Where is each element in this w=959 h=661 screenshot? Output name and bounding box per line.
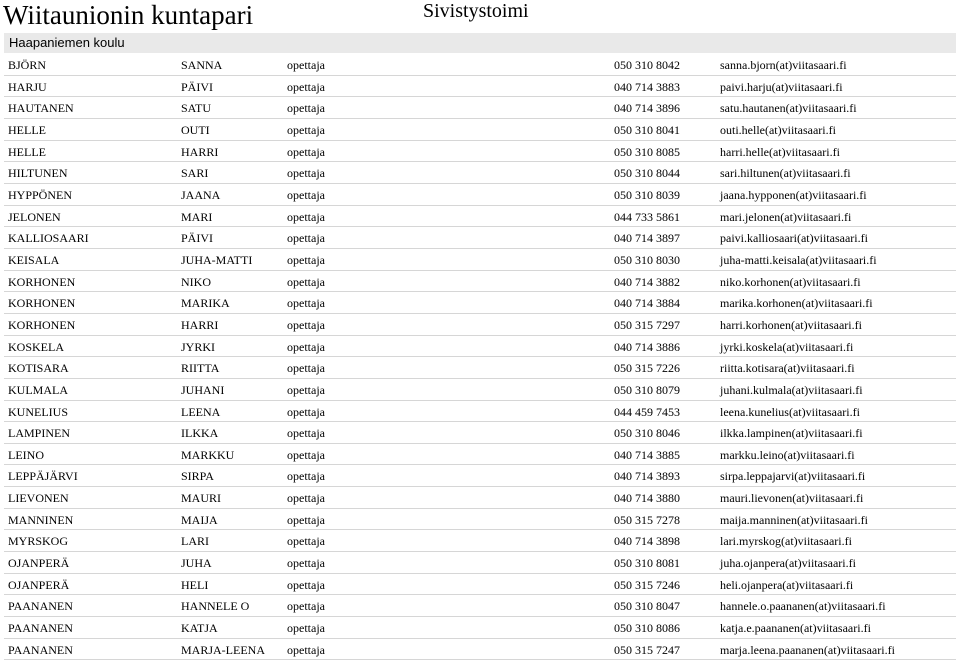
email-cell: niko.korhonen(at)viitasaari.fi xyxy=(720,274,861,289)
last-name-cell: HYPPÖNEN xyxy=(8,187,73,202)
table-row xyxy=(4,465,956,487)
table-row xyxy=(4,76,956,98)
table-row xyxy=(4,357,956,379)
email-cell: heli.ojanpera(at)viitasaari.fi xyxy=(720,577,854,592)
email-cell: hannele.o.paananen(at)viitasaari.fi xyxy=(720,599,886,614)
phone-cell: 050 315 7247 xyxy=(614,642,680,657)
email-cell: juhani.kulmala(at)viitasaari.fi xyxy=(720,382,863,397)
phone-cell: 040 714 3885 xyxy=(614,447,680,462)
email-cell: harri.helle(at)viitasaari.fi xyxy=(720,144,840,159)
last-name-cell: HELLE xyxy=(8,144,46,159)
last-name-cell: PAANANEN xyxy=(8,599,73,614)
first-name-cell: HELI xyxy=(181,577,209,592)
last-name-cell: KULMALA xyxy=(8,382,68,397)
phone-cell: 040 714 3898 xyxy=(614,534,680,549)
last-name-cell: KALLIOSAARI xyxy=(8,231,89,246)
first-name-cell: MARJA-LEENA xyxy=(181,642,265,657)
last-name-cell: KEISALA xyxy=(8,252,60,267)
table-row xyxy=(4,422,956,444)
last-name-cell: LIEVONEN xyxy=(8,491,69,506)
phone-cell: 050 310 8081 xyxy=(614,556,680,571)
phone-cell: 040 714 3896 xyxy=(614,101,680,116)
table-row xyxy=(4,336,956,358)
role-cell: opettaja xyxy=(287,339,325,354)
first-name-cell: JUHA xyxy=(181,556,212,571)
first-name-cell: SARI xyxy=(181,166,209,181)
last-name-cell: LAMPINEN xyxy=(8,426,70,441)
first-name-cell: SATU xyxy=(181,101,212,116)
table-row xyxy=(4,97,956,119)
role-cell: opettaja xyxy=(287,556,325,571)
table-row xyxy=(4,530,956,552)
email-cell: outi.helle(at)viitasaari.fi xyxy=(720,122,836,137)
last-name-cell: PAANANEN xyxy=(8,642,73,657)
role-cell: opettaja xyxy=(287,404,325,419)
role-cell: opettaja xyxy=(287,642,325,657)
table-row xyxy=(4,141,956,163)
first-name-cell: LEENA xyxy=(181,404,221,419)
table-row xyxy=(4,206,956,228)
last-name-cell: HILTUNEN xyxy=(8,166,68,181)
last-name-cell: JELONEN xyxy=(8,209,61,224)
first-name-cell: JAANA xyxy=(181,187,221,202)
phone-cell: 044 459 7453 xyxy=(614,404,680,419)
role-cell: opettaja xyxy=(287,382,325,397)
role-cell: opettaja xyxy=(287,296,325,311)
phone-cell: 050 310 8047 xyxy=(614,599,680,614)
last-name-cell: KUNELIUS xyxy=(8,404,68,419)
table-row xyxy=(4,379,956,401)
first-name-cell: NIKO xyxy=(181,274,211,289)
email-cell: harri.korhonen(at)viitasaari.fi xyxy=(720,317,862,332)
role-cell: opettaja xyxy=(287,534,325,549)
table-row xyxy=(4,509,956,531)
first-name-cell: JUHA-MATTI xyxy=(181,252,253,267)
phone-cell: 040 714 3883 xyxy=(614,79,680,94)
last-name-cell: KOSKELA xyxy=(8,339,64,354)
phone-cell: 040 714 3893 xyxy=(614,469,680,484)
table-row xyxy=(4,401,956,423)
table-row xyxy=(4,162,956,184)
table-row xyxy=(4,444,956,466)
phone-cell: 040 714 3880 xyxy=(614,491,680,506)
email-cell: marika.korhonen(at)viitasaari.fi xyxy=(720,296,873,311)
phone-cell: 044 733 5861 xyxy=(614,209,680,224)
last-name-cell: KORHONEN xyxy=(8,317,76,332)
table-row xyxy=(4,292,956,314)
last-name-cell: HAUTANEN xyxy=(8,101,74,116)
role-cell: opettaja xyxy=(287,621,325,636)
role-cell: opettaja xyxy=(287,361,325,376)
phone-cell: 040 714 3884 xyxy=(614,296,680,311)
first-name-cell: SIRPA xyxy=(181,469,214,484)
last-name-cell: HELLE xyxy=(8,122,46,137)
first-name-cell: PÄIVI xyxy=(181,79,213,94)
email-cell: paivi.kalliosaari(at)viitasaari.fi xyxy=(720,231,868,246)
phone-cell: 050 310 8044 xyxy=(614,166,680,181)
table-row xyxy=(4,595,956,617)
last-name-cell: OJANPERÄ xyxy=(8,556,70,571)
department-title: Sivistystoimi xyxy=(423,0,529,22)
role-cell: opettaja xyxy=(287,426,325,441)
table-row xyxy=(4,54,956,76)
role-cell: opettaja xyxy=(287,144,325,159)
first-name-cell: MARI xyxy=(181,209,213,224)
role-cell: opettaja xyxy=(287,599,325,614)
last-name-cell: KORHONEN xyxy=(8,296,76,311)
last-name-cell: KORHONEN xyxy=(8,274,76,289)
last-name-cell: LEINO xyxy=(8,447,44,462)
table-row xyxy=(4,639,956,661)
role-cell: opettaja xyxy=(287,317,325,332)
first-name-cell: LARI xyxy=(181,534,209,549)
role-cell: opettaja xyxy=(287,577,325,592)
email-cell: sanna.bjorn(at)viitasaari.fi xyxy=(720,58,847,72)
email-cell: ilkka.lampinen(at)viitasaari.fi xyxy=(720,426,863,441)
role-cell: opettaja xyxy=(287,209,325,224)
first-name-cell: HARRI xyxy=(181,317,219,332)
email-cell: jaana.hypponen(at)viitasaari.fi xyxy=(720,187,867,202)
phone-cell: 050 315 7297 xyxy=(614,317,680,332)
table-row xyxy=(4,314,956,336)
table-row xyxy=(4,249,956,271)
phone-cell: 050 315 7246 xyxy=(614,577,680,592)
first-name-cell: RIITTA xyxy=(181,361,220,376)
last-name-cell: OJANPERÄ xyxy=(8,577,70,592)
section-header: Haapaniemen koulu xyxy=(4,33,956,53)
role-cell: opettaja xyxy=(287,469,325,484)
phone-cell: 050 315 7226 xyxy=(614,361,680,376)
first-name-cell: HARRI xyxy=(181,144,219,159)
email-cell: leena.kunelius(at)viitasaari.fi xyxy=(720,404,860,419)
role-cell: opettaja xyxy=(287,252,325,267)
document-title: Wiitaunionin kuntapari xyxy=(3,0,254,30)
last-name-cell: MANNINEN xyxy=(8,512,74,527)
first-name-cell: JYRKI xyxy=(181,339,216,354)
role-cell: opettaja xyxy=(287,122,325,137)
email-cell: jyrki.koskela(at)viitasaari.fi xyxy=(720,339,854,354)
phone-cell: 050 310 8079 xyxy=(614,382,680,397)
email-cell: markku.leino(at)viitasaari.fi xyxy=(720,447,855,462)
role-cell: opettaja xyxy=(287,58,325,72)
role-cell: opettaja xyxy=(287,274,325,289)
email-cell: sirpa.leppajarvi(at)viitasaari.fi xyxy=(720,469,866,484)
last-name-cell: BJÖRN xyxy=(8,58,47,72)
first-name-cell: MARKKU xyxy=(181,447,235,462)
first-name-cell: MARIKA xyxy=(181,296,230,311)
email-cell: satu.hautanen(at)viitasaari.fi xyxy=(720,101,857,116)
table-row xyxy=(4,617,956,639)
table-row xyxy=(4,271,956,293)
last-name-cell: LEPPÄJÄRVI xyxy=(8,469,78,484)
first-name-cell: MAURI xyxy=(181,491,222,506)
phone-cell: 040 714 3886 xyxy=(614,339,680,354)
phone-cell: 050 315 7278 xyxy=(614,512,680,527)
last-name-cell: MYRSKOG xyxy=(8,534,69,549)
table-row xyxy=(4,574,956,596)
role-cell: opettaja xyxy=(287,231,325,246)
first-name-cell: HANNELE O xyxy=(181,599,250,614)
email-cell: maija.manninen(at)viitasaari.fi xyxy=(720,512,868,527)
role-cell: opettaja xyxy=(287,447,325,462)
table-row xyxy=(4,119,956,141)
email-cell: marja.leena.paananen(at)viitasaari.fi xyxy=(720,642,895,657)
table-row xyxy=(4,487,956,509)
email-cell: lari.myrskog(at)viitasaari.fi xyxy=(720,534,852,549)
first-name-cell: OUTI xyxy=(181,122,210,137)
role-cell: opettaja xyxy=(287,166,325,181)
first-name-cell: PÄIVI xyxy=(181,231,213,246)
phone-cell: 050 310 8039 xyxy=(614,187,680,202)
phone-cell: 050 310 8041 xyxy=(614,122,680,137)
email-cell: mauri.lievonen(at)viitasaari.fi xyxy=(720,491,864,506)
staff-table xyxy=(4,54,956,660)
table-row xyxy=(4,552,956,574)
first-name-cell: JUHANI xyxy=(181,382,225,397)
table-row xyxy=(4,227,956,249)
phone-cell: 050 310 8085 xyxy=(614,144,680,159)
last-name-cell: KOTISARA xyxy=(8,361,69,376)
role-cell: opettaja xyxy=(287,101,325,116)
first-name-cell: ILKKA xyxy=(181,426,219,441)
role-cell: opettaja xyxy=(287,187,325,202)
table-row xyxy=(4,184,956,206)
email-cell: katja.e.paananen(at)viitasaari.fi xyxy=(720,621,871,636)
role-cell: opettaja xyxy=(287,491,325,506)
role-cell: opettaja xyxy=(287,79,325,94)
phone-cell: 040 714 3882 xyxy=(614,274,680,289)
email-cell: paivi.harju(at)viitasaari.fi xyxy=(720,79,843,94)
first-name-cell: SANNA xyxy=(181,58,223,72)
phone-cell: 050 310 8030 xyxy=(614,252,680,267)
phone-cell: 050 310 8042 xyxy=(614,58,680,72)
phone-cell: 040 714 3897 xyxy=(614,231,680,246)
role-cell: opettaja xyxy=(287,512,325,527)
first-name-cell: KATJA xyxy=(181,621,218,636)
email-cell: sari.hiltunen(at)viitasaari.fi xyxy=(720,166,851,181)
last-name-cell: PAANANEN xyxy=(8,621,73,636)
first-name-cell: MAIJA xyxy=(181,512,218,527)
email-cell: juha-matti.keisala(at)viitasaari.fi xyxy=(720,252,877,267)
email-cell: mari.jelonen(at)viitasaari.fi xyxy=(720,209,852,224)
phone-cell: 050 310 8046 xyxy=(614,426,680,441)
phone-cell: 050 310 8086 xyxy=(614,621,680,636)
email-cell: riitta.kotisara(at)viitasaari.fi xyxy=(720,361,855,376)
last-name-cell: HARJU xyxy=(8,79,47,94)
email-cell: juha.ojanpera(at)viitasaari.fi xyxy=(720,556,856,571)
